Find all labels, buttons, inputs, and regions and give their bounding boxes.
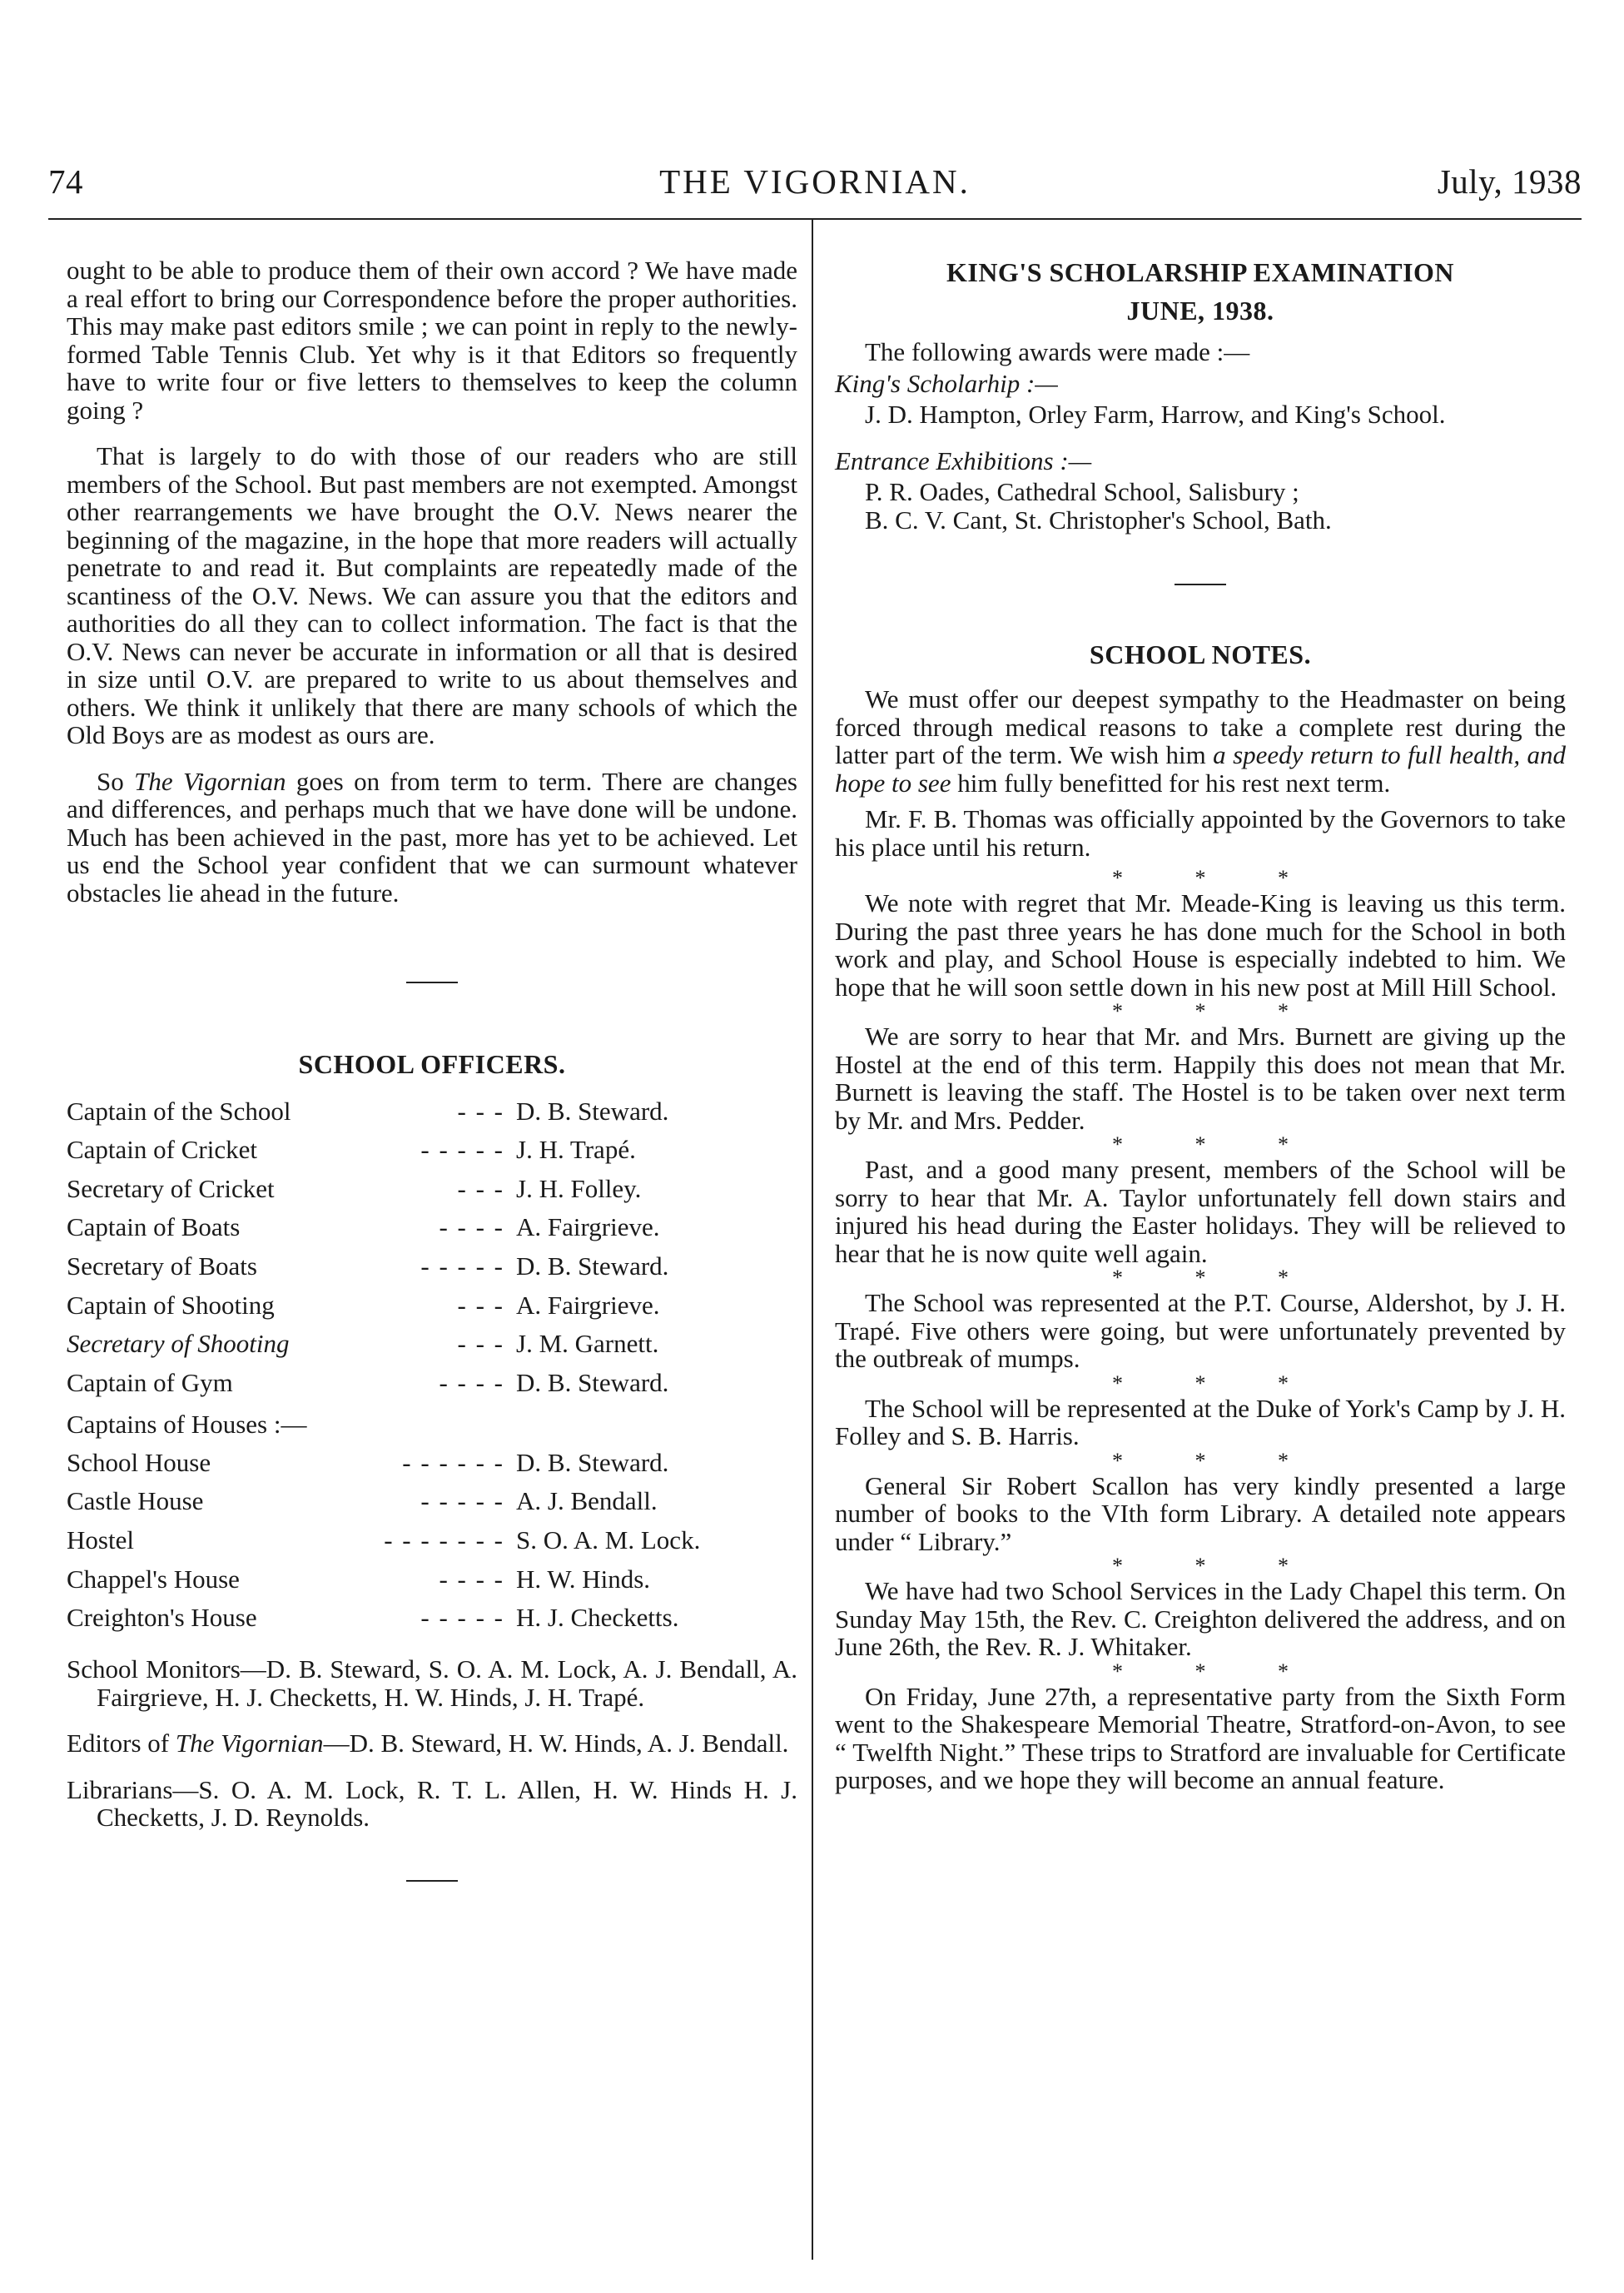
officer-row	[67, 1520, 797, 1559]
officer-role: Secretary of Boats - - - - -	[67, 1251, 504, 1281]
paragraph-ov-news: That is largely to do with those of our readers who are still members of the School. But past members are not exempted. Amongst other rearrangements we have brought the O.V. News nearer the beginning of the magazine, in the hope that more readers will actually penetrate to and read it. But complaints are repeatedly made of the scantiness of the O.V. News. We can assure you that the editors and authorities do all they can to collect information. The fact is that the O.V. News can never be accurate in information or all that is desired in size until O.V. are prepared to write to us about themselves and others. We think it unlikely that there are many schools of which the Old Boys are as modest as ours are.	[67, 441, 797, 749]
note-separator: * * *	[1112, 1659, 1322, 1684]
officer-name: D. B. Steward.	[516, 1447, 669, 1477]
kings-scholarship-date: JUNE, 1938.	[1126, 296, 1274, 326]
header-rule	[48, 218, 1582, 220]
officer-name: A. Fairgrieve.	[516, 1212, 660, 1242]
officer-name: S. O. A. M. Lock.	[516, 1525, 701, 1554]
officer-name: D. B. Steward.	[516, 1367, 669, 1397]
houses-label: Captains of Houses :—	[67, 1409, 307, 1439]
officer-name: J. M. Garnett.	[516, 1329, 659, 1359]
note-separator: * * *	[1112, 1132, 1322, 1156]
editors: Editors of The Vigornian—D. B. Steward, H. W. Hinds, A. J. Bendall.	[67, 1728, 789, 1758]
awards-intro: The following awards were made :—	[865, 337, 1250, 366]
officer-row	[67, 1363, 797, 1402]
officer-row	[67, 1169, 797, 1208]
officer-name: H. W. Hinds.	[516, 1564, 651, 1594]
officer-name: D. B. Steward.	[516, 1096, 669, 1126]
entrance-exhibition-1: P. R. Oades, Cathedral School, Salisbury ;	[865, 477, 1299, 506]
kings-scholarship-label: King's Scholarhip :—	[835, 368, 1058, 398]
kings-scholarship-heading: KING'S SCHOLARSHIP EXAMINATION	[946, 257, 1455, 287]
note-taylor: Past, and a good many present, members of the School will be sorry to hear that Mr. A. Taylor unfortunately fell down stairs and injured his head during the Easter holidays. They will be relieved to hear that he is now quite well again.	[835, 1155, 1566, 1268]
leader-dashes: - - - - -	[420, 1603, 504, 1633]
note-duke-of-york: The School will be represented at the Duke of York's Camp by J. H. Folley and S. B. Harris.	[835, 1393, 1566, 1450]
note-separator: * * *	[1112, 1266, 1322, 1290]
note-stratford: On Friday, June 27th, a representative party from the Sixth Form went to the Shakespeare Memorial Theatre, Stratford-on-Avon, to see “ Twelfth Night.” These trips to Stratford are invaluable for Certificate purposes, and we hope they will become an annual feature.	[835, 1681, 1566, 1794]
entrance-exhibitions-label: Entrance Exhibitions :—	[835, 445, 1092, 475]
page-header	[48, 162, 1582, 205]
officer-role: Secretary of Cricket - - -	[67, 1173, 504, 1203]
officer-row	[67, 1208, 797, 1247]
houses-table	[67, 1443, 797, 1637]
note-scallon-books: General Sir Robert Scallon has very kindly presented a large number of books to the VIth form Library. A detailed note appears under “ Library.”	[835, 1470, 1566, 1556]
left-column	[67, 256, 797, 1882]
leader-dashes: - - - - - - -	[384, 1525, 504, 1554]
note-separator: * * *	[1112, 999, 1322, 1023]
note-services: We have had two School Services in the Lady Chapel this term. On Sunday May 15th, the Rev. C. Creighton delivered the address, and on June 26th, the Rev. R. J. Whitaker.	[835, 1576, 1566, 1661]
column-divider	[812, 218, 813, 2260]
leader-dashes: - - -	[457, 1173, 504, 1203]
officer-role: Captain of the School - - -	[67, 1096, 504, 1126]
issue-date: July, 1938	[1437, 162, 1582, 201]
note-burnett: We are sorry to hear that Mr. and Mrs. Burnett are giving up the Hostel at the end of this term. Happily this does not mean that Mr. Burnett is leaving the staff. The Hostel is to be taken over next term by Mr. and Mrs. Pedder.	[835, 1022, 1566, 1135]
paragraph-closing: So The Vigornian goes on from term to term. There are changes and differences, and perhaps much that we have done will be undone. Much has been achieved in the past, more has yet to be achieved. Let us end the School year confident that we can surmount whatever obstacles lie ahead in the future.	[67, 766, 797, 908]
officers-table	[67, 1092, 797, 1402]
officer-role: Castle House - - - - -	[67, 1486, 504, 1516]
note-pt-course: The School was represented at the P.T. Course, Aldershot, by J. H. Trapé. Five others were going, but were unfortunately prevented by the outbreak of mumps.	[835, 1288, 1566, 1373]
leader-dashes: - - - -	[439, 1212, 504, 1242]
officer-name: J. H. Folley.	[516, 1173, 642, 1203]
leader-dashes: - - - - -	[420, 1135, 504, 1165]
leader-dashes: - - - -	[439, 1367, 504, 1397]
officer-role: Chappel's House - - - -	[67, 1564, 504, 1594]
leader-dashes: - - -	[457, 1290, 504, 1320]
note-separator: * * *	[1112, 1554, 1322, 1578]
note-separator: * * *	[1112, 866, 1322, 890]
officer-role: Creighton's House - - - - -	[67, 1603, 504, 1633]
school-monitors: School Monitors—D. B. Steward, S. O. A. M. Lock, A. J. Bendall, A. Fairgrieve, H. J. Checketts, H. W. Hinds, J. H. Trapé.	[67, 1654, 797, 1712]
kings-scholarship-winner: J. D. Hampton, Orley Farm, Harrow, and King's School.	[865, 400, 1446, 429]
right-column	[835, 256, 1566, 1794]
officer-name: J. H. Trapé.	[516, 1135, 636, 1165]
librarians: Librarians—S. O. A. M. Lock, R. T. L. Allen, H. W. Hinds H. J. Checketts, J. D. Reynolds.	[67, 1774, 797, 1833]
officer-role: School House - - - - - -	[67, 1447, 504, 1477]
entrance-exhibition-2: B. C. V. Cant, St. Christopher's School, Bath.	[865, 505, 1332, 535]
officer-row	[67, 1443, 797, 1482]
leader-dashes: - - - - - -	[402, 1447, 504, 1477]
leader-dashes: - - - -	[439, 1564, 504, 1594]
officer-name: H. J. Checketts.	[516, 1603, 679, 1633]
officer-name: A. Fairgrieve.	[516, 1290, 660, 1320]
officer-row	[67, 1131, 797, 1170]
officer-role: Hostel - - - - - - -	[67, 1525, 504, 1554]
officer-role: Captain of Gym - - - -	[67, 1367, 504, 1397]
page-number: 74	[48, 162, 83, 201]
officer-row	[67, 1286, 797, 1325]
section-divider	[406, 1880, 458, 1882]
school-officers-heading: SCHOOL OFFICERS.	[298, 1049, 566, 1079]
officer-row	[67, 1246, 797, 1286]
note-separator: * * *	[1112, 1370, 1322, 1395]
magazine-title: THE VIGORNIAN.	[659, 162, 971, 201]
leader-dashes: - - -	[457, 1329, 504, 1359]
officer-row	[67, 1559, 797, 1599]
note-headmaster: We must offer our deepest sympathy to the Headmaster on being forced through medical reasons to take a complete rest during the latter part of the term. We wish him a speedy return to full health, and hope to see him fully benefitted for his rest next term.	[835, 684, 1566, 798]
officer-role: Captain of Shooting - - -	[67, 1290, 504, 1320]
leader-dashes: - - -	[457, 1096, 504, 1126]
leader-dashes: - - - - -	[420, 1251, 504, 1281]
officer-row	[67, 1482, 797, 1521]
officer-name: A. J. Bendall.	[516, 1486, 658, 1516]
note-separator: * * *	[1112, 1448, 1322, 1473]
paragraph-correspondence: ought to be able to produce them of their own accord ? We have made a real effort to bring our Correspondence before the proper authorities. This may make past editors smile ; we can point in reply to the newly-formed Table Tennis Club. Yet why is it that Editors so frequently have to write four or five letters to themselves to keep the column going ?	[67, 256, 797, 425]
note-meade-king: We note with regret that Mr. Meade-King is leaving us this term. During the past three years he has done much for the School in both work and play, and School House is especially indebted to him. We hope that he will soon settle down in his new post at Mill Hill School.	[835, 888, 1566, 1002]
officer-row	[67, 1092, 797, 1131]
officer-row	[67, 1599, 797, 1638]
officer-role: Captain of Boats - - - -	[67, 1212, 504, 1242]
officer-role: Captain of Cricket - - - - -	[67, 1135, 504, 1165]
officer-role: Secretary of Shooting - - -	[67, 1329, 504, 1359]
school-notes-heading: SCHOOL NOTES.	[1089, 639, 1312, 669]
officer-name: D. B. Steward.	[516, 1251, 669, 1281]
officer-row	[67, 1325, 797, 1364]
leader-dashes: - - - - -	[420, 1486, 504, 1516]
note-thomas: Mr. F. B. Thomas was officially appointed by the Governors to take his place until his return.	[835, 804, 1566, 862]
